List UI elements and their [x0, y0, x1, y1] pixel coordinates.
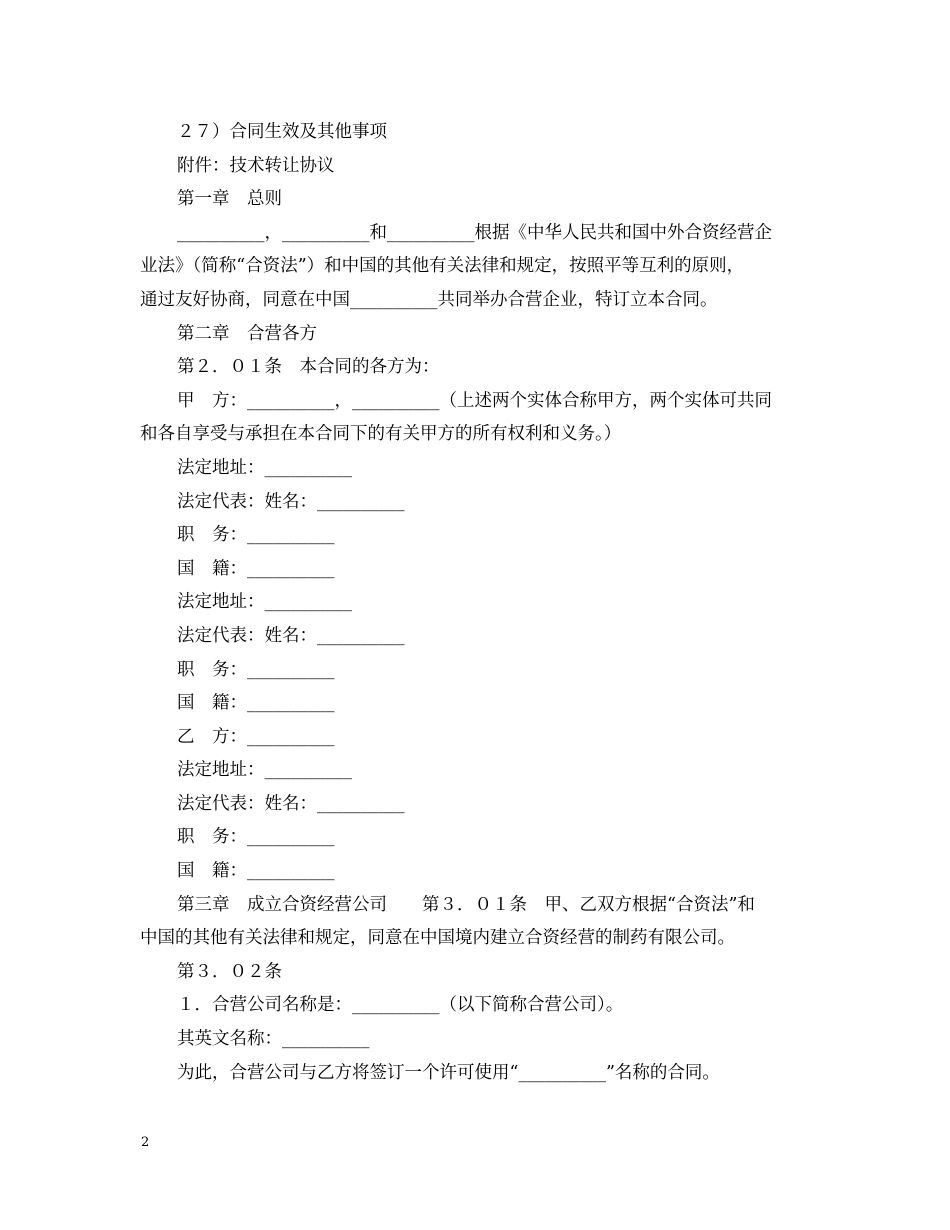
- text-line: 甲 方：__________，__________（上述两个实体合称甲方，两个实体可共同: [177, 390, 772, 411]
- text-line: 国 籍：__________: [177, 558, 335, 579]
- text-line: 其英文名称：__________: [177, 1029, 370, 1050]
- page-number: 2: [141, 1135, 150, 1150]
- text-line: 为此，合营公司与乙方将签订一个许可使用“__________”名称的合同。: [177, 1062, 720, 1083]
- text-line: 法定地址：__________: [177, 760, 352, 781]
- text-line: 法定代表：姓名：__________: [177, 793, 405, 814]
- text-line: ２７）合同生效及其他事项: [177, 122, 387, 142]
- text-line: 职 务：__________: [177, 525, 335, 546]
- text-line: 第３．０２条: [177, 961, 282, 982]
- text-line: 乙 方：__________: [177, 726, 335, 747]
- text-line: １．合营公司名称是：__________（以下简称合营公司）。: [177, 995, 624, 1016]
- text-line: 附件：技术转让协议: [177, 155, 335, 176]
- text-line: 职 务：__________: [177, 659, 335, 680]
- text-line: 职 务：__________: [177, 827, 335, 848]
- text-line: 业法》（简称“合资法”）和中国的其他有关法律和规定，按照平等互利的原则，: [140, 256, 745, 277]
- text-line: 第三章 成立合资经营公司 第３．０１条 甲、乙双方根据“合资法”和: [177, 894, 755, 915]
- text-line: 中国的其他有关法律和规定，同意在中国境内建立合资经营的制药有限公司。: [140, 928, 735, 949]
- text-line: 法定地址：__________: [177, 457, 352, 478]
- text-line: 国 籍：__________: [177, 693, 335, 714]
- text-line: 第一章 总则: [177, 189, 282, 210]
- text-line: 法定地址：__________: [177, 592, 352, 613]
- text-line: 法定代表：姓名：__________: [177, 491, 405, 512]
- text-line: 第二章 合营各方: [177, 323, 317, 344]
- text-line: 法定代表：姓名：__________: [177, 625, 405, 646]
- text-line: 国 籍：__________: [177, 861, 335, 882]
- text-line: 通过友好协商，同意在中国__________共同举办合营企业，特订立本合同。: [140, 289, 718, 310]
- document-body: [140, 116, 812, 1090]
- text-line: 第２．０１条 本合同的各方为：: [177, 357, 440, 378]
- text-line: __________，__________和__________根据《中华人民共和国中外合资经营企: [177, 222, 772, 243]
- text-line: 和各自享受与承担在本合同下的有关甲方的所有权利和义务。）: [140, 424, 622, 445]
